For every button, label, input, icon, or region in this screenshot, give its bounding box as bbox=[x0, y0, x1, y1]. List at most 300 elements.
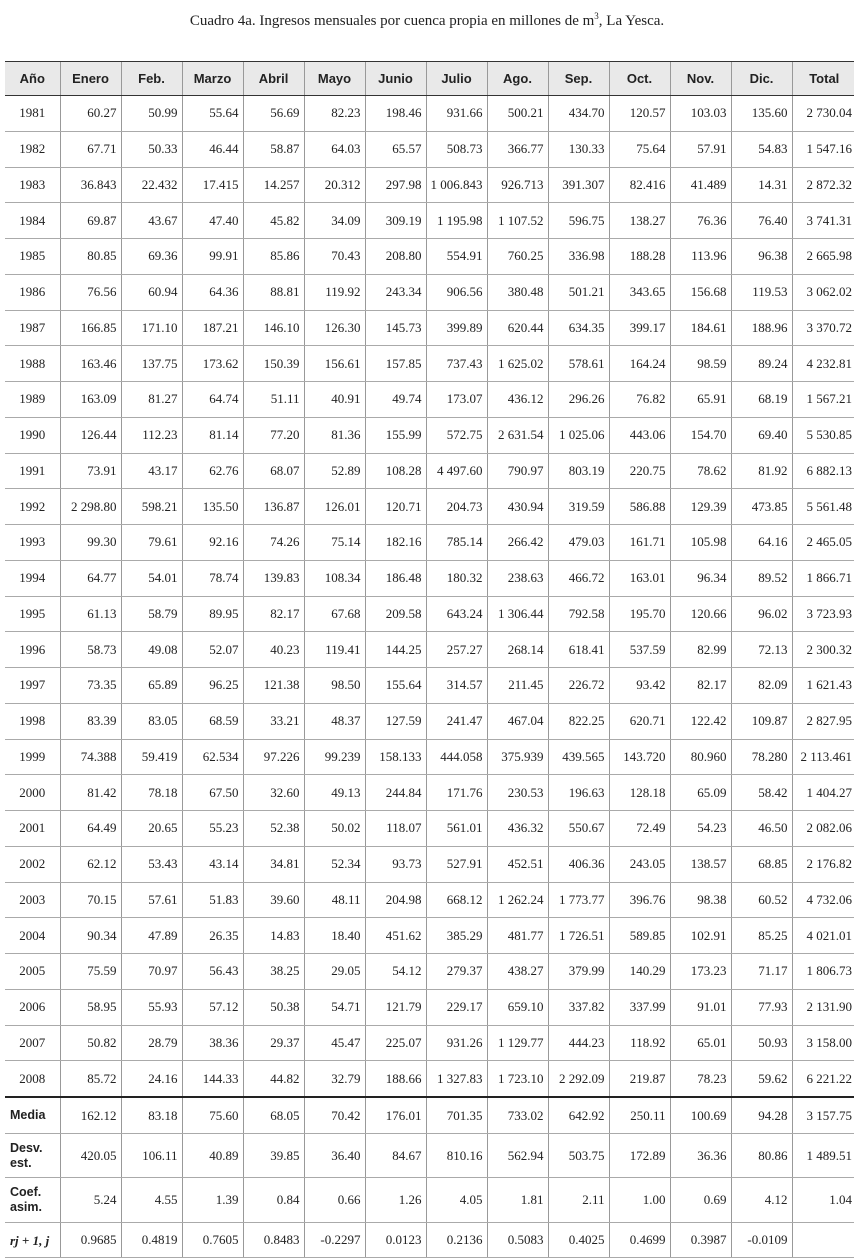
value-cell: 155.99 bbox=[365, 417, 426, 453]
year-cell: 1996 bbox=[5, 632, 60, 668]
value-cell: 68.07 bbox=[243, 453, 304, 489]
year-cell: 2000 bbox=[5, 775, 60, 811]
value-cell: 438.27 bbox=[487, 954, 548, 990]
table-row bbox=[5, 989, 854, 1025]
stats-value: 0.69 bbox=[670, 1178, 731, 1223]
value-cell: 527.91 bbox=[426, 846, 487, 882]
stats-value: 94.28 bbox=[731, 1097, 792, 1134]
value-cell: 24.16 bbox=[121, 1061, 182, 1097]
value-cell: 6 221.22 bbox=[792, 1061, 854, 1097]
value-cell: 171.10 bbox=[121, 310, 182, 346]
value-cell: 85.86 bbox=[243, 239, 304, 275]
value-cell: 620.71 bbox=[609, 703, 670, 739]
value-cell: 28.79 bbox=[121, 1025, 182, 1061]
value-cell: 78.18 bbox=[121, 775, 182, 811]
year-cell: 1995 bbox=[5, 596, 60, 632]
value-cell: 126.44 bbox=[60, 417, 121, 453]
value-cell: 243.05 bbox=[609, 846, 670, 882]
value-cell: 143.720 bbox=[609, 739, 670, 775]
value-cell: 80.85 bbox=[60, 239, 121, 275]
value-cell: 138.27 bbox=[609, 203, 670, 239]
value-cell: 1 866.71 bbox=[792, 560, 854, 596]
value-cell: 82.416 bbox=[609, 167, 670, 203]
value-cell: 184.61 bbox=[670, 310, 731, 346]
value-cell: 118.07 bbox=[365, 811, 426, 847]
value-cell: 229.17 bbox=[426, 989, 487, 1025]
value-cell: 52.34 bbox=[304, 846, 365, 882]
stats-value: 0.2136 bbox=[426, 1223, 487, 1258]
value-cell: 266.42 bbox=[487, 525, 548, 561]
table-caption bbox=[0, 13, 854, 30]
value-cell: 81.92 bbox=[731, 453, 792, 489]
value-cell: 50.93 bbox=[731, 1025, 792, 1061]
value-cell: 64.16 bbox=[731, 525, 792, 561]
value-cell: 399.17 bbox=[609, 310, 670, 346]
value-cell: 74.388 bbox=[60, 739, 121, 775]
value-cell: 204.73 bbox=[426, 489, 487, 525]
stats-label-text: Desv. bbox=[10, 1140, 43, 1155]
value-cell: 47.89 bbox=[121, 918, 182, 954]
value-cell: 1 723.10 bbox=[487, 1061, 548, 1097]
value-cell: 54.71 bbox=[304, 989, 365, 1025]
value-cell: 54.23 bbox=[670, 811, 731, 847]
value-cell: 52.38 bbox=[243, 811, 304, 847]
value-cell: 60.94 bbox=[121, 274, 182, 310]
table-row bbox=[5, 382, 854, 418]
value-cell: 43.67 bbox=[121, 203, 182, 239]
value-cell: 161.71 bbox=[609, 525, 670, 561]
value-cell: 2 872.32 bbox=[792, 167, 854, 203]
value-cell: 156.61 bbox=[304, 346, 365, 382]
column-header: Abril bbox=[243, 62, 304, 96]
value-cell: 50.33 bbox=[121, 131, 182, 167]
table-row bbox=[5, 346, 854, 382]
value-cell: 97.226 bbox=[243, 739, 304, 775]
stats-value: 701.35 bbox=[426, 1097, 487, 1134]
value-cell: 5 561.48 bbox=[792, 489, 854, 525]
year-cell: 1991 bbox=[5, 453, 60, 489]
value-cell: 188.28 bbox=[609, 239, 670, 275]
value-cell: 61.13 bbox=[60, 596, 121, 632]
value-cell: 58.79 bbox=[121, 596, 182, 632]
value-cell: 93.42 bbox=[609, 668, 670, 704]
value-cell: 154.70 bbox=[670, 417, 731, 453]
value-cell: 78.280 bbox=[731, 739, 792, 775]
value-cell: 2 292.09 bbox=[548, 1061, 609, 1097]
column-header: Año bbox=[5, 62, 60, 96]
value-cell: 760.25 bbox=[487, 239, 548, 275]
stats-value: 2.11 bbox=[548, 1178, 609, 1223]
value-cell: 155.64 bbox=[365, 668, 426, 704]
stats-label bbox=[5, 1097, 60, 1134]
value-cell: 466.72 bbox=[548, 560, 609, 596]
value-cell: 209.58 bbox=[365, 596, 426, 632]
value-cell: 128.18 bbox=[609, 775, 670, 811]
table-row bbox=[5, 954, 854, 990]
value-cell: 65.09 bbox=[670, 775, 731, 811]
value-cell: 120.66 bbox=[670, 596, 731, 632]
value-cell: 126.01 bbox=[304, 489, 365, 525]
value-cell: 737.43 bbox=[426, 346, 487, 382]
value-cell: 620.44 bbox=[487, 310, 548, 346]
value-cell: 75.64 bbox=[609, 131, 670, 167]
value-cell: 140.29 bbox=[609, 954, 670, 990]
stats-value: 562.94 bbox=[487, 1134, 548, 1178]
value-cell: 554.91 bbox=[426, 239, 487, 275]
value-cell: 2 631.54 bbox=[487, 417, 548, 453]
value-cell: 58.87 bbox=[243, 131, 304, 167]
year-cell: 1987 bbox=[5, 310, 60, 346]
value-cell: 91.01 bbox=[670, 989, 731, 1025]
stats-value: 1.81 bbox=[487, 1178, 548, 1223]
year-cell: 1999 bbox=[5, 739, 60, 775]
value-cell: 74.26 bbox=[243, 525, 304, 561]
value-cell: 67.50 bbox=[182, 775, 243, 811]
value-cell: 75.14 bbox=[304, 525, 365, 561]
stats-row bbox=[5, 1134, 854, 1178]
value-cell: 98.50 bbox=[304, 668, 365, 704]
caption-superscript: 3 bbox=[594, 11, 599, 21]
stats-label-text: est. bbox=[10, 1155, 32, 1170]
stats-value: 36.36 bbox=[670, 1134, 731, 1178]
table-row bbox=[5, 632, 854, 668]
value-cell: 243.34 bbox=[365, 274, 426, 310]
value-cell: 589.85 bbox=[609, 918, 670, 954]
value-cell: 337.99 bbox=[609, 989, 670, 1025]
value-cell: 182.16 bbox=[365, 525, 426, 561]
value-cell: 171.76 bbox=[426, 775, 487, 811]
value-cell: 668.12 bbox=[426, 882, 487, 918]
value-cell: 501.21 bbox=[548, 274, 609, 310]
year-cell: 1990 bbox=[5, 417, 60, 453]
value-cell: 121.79 bbox=[365, 989, 426, 1025]
stats-value: 4.55 bbox=[121, 1178, 182, 1223]
stats-row bbox=[5, 1097, 854, 1134]
value-cell: 59.419 bbox=[121, 739, 182, 775]
column-header: Total bbox=[792, 62, 854, 96]
value-cell: 64.03 bbox=[304, 131, 365, 167]
value-cell: 50.38 bbox=[243, 989, 304, 1025]
value-cell: 144.25 bbox=[365, 632, 426, 668]
value-cell: 55.64 bbox=[182, 96, 243, 132]
value-cell: 537.59 bbox=[609, 632, 670, 668]
value-cell: 48.37 bbox=[304, 703, 365, 739]
value-cell: 319.59 bbox=[548, 489, 609, 525]
column-header: Julio bbox=[426, 62, 487, 96]
value-cell: 138.57 bbox=[670, 846, 731, 882]
value-cell: 196.63 bbox=[548, 775, 609, 811]
value-cell: 309.19 bbox=[365, 203, 426, 239]
table-row bbox=[5, 489, 854, 525]
stats-value: 503.75 bbox=[548, 1134, 609, 1178]
table-row bbox=[5, 882, 854, 918]
value-cell: 1 726.51 bbox=[548, 918, 609, 954]
value-cell: 68.59 bbox=[182, 703, 243, 739]
value-cell: 64.36 bbox=[182, 274, 243, 310]
value-cell: 64.77 bbox=[60, 560, 121, 596]
value-cell: 188.66 bbox=[365, 1061, 426, 1097]
value-cell: 60.27 bbox=[60, 96, 121, 132]
value-cell: 39.60 bbox=[243, 882, 304, 918]
value-cell: 120.57 bbox=[609, 96, 670, 132]
stats-value: 80.86 bbox=[731, 1134, 792, 1178]
value-cell: 102.91 bbox=[670, 918, 731, 954]
value-cell: 1 025.06 bbox=[548, 417, 609, 453]
column-header: Junio bbox=[365, 62, 426, 96]
value-cell: 2 298.80 bbox=[60, 489, 121, 525]
value-cell: 22.432 bbox=[121, 167, 182, 203]
value-cell: 32.60 bbox=[243, 775, 304, 811]
value-cell: 77.93 bbox=[731, 989, 792, 1025]
value-cell: 396.76 bbox=[609, 882, 670, 918]
value-cell: 366.77 bbox=[487, 131, 548, 167]
table-row bbox=[5, 596, 854, 632]
value-cell: 65.01 bbox=[670, 1025, 731, 1061]
value-cell: 50.02 bbox=[304, 811, 365, 847]
value-cell: 77.20 bbox=[243, 417, 304, 453]
stats-value: 39.85 bbox=[243, 1134, 304, 1178]
value-cell: 83.39 bbox=[60, 703, 121, 739]
value-cell: 129.39 bbox=[670, 489, 731, 525]
value-cell: 55.93 bbox=[121, 989, 182, 1025]
column-header: Dic. bbox=[731, 62, 792, 96]
value-cell: 72.49 bbox=[609, 811, 670, 847]
year-cell: 1989 bbox=[5, 382, 60, 418]
value-cell: 443.06 bbox=[609, 417, 670, 453]
value-cell: 1 129.77 bbox=[487, 1025, 548, 1061]
value-cell: 80.960 bbox=[670, 739, 731, 775]
value-cell: 122.42 bbox=[670, 703, 731, 739]
value-cell: 96.02 bbox=[731, 596, 792, 632]
value-cell: 57.12 bbox=[182, 989, 243, 1025]
year-cell: 1997 bbox=[5, 668, 60, 704]
value-cell: 18.40 bbox=[304, 918, 365, 954]
value-cell: 3 723.93 bbox=[792, 596, 854, 632]
table-row bbox=[5, 703, 854, 739]
value-cell: 70.97 bbox=[121, 954, 182, 990]
stats-value: 106.11 bbox=[121, 1134, 182, 1178]
value-cell: 208.80 bbox=[365, 239, 426, 275]
stats-value: 733.02 bbox=[487, 1097, 548, 1134]
stats-value: -0.2297 bbox=[304, 1223, 365, 1258]
value-cell: 598.21 bbox=[121, 489, 182, 525]
value-cell: 73.91 bbox=[60, 453, 121, 489]
value-cell: 343.65 bbox=[609, 274, 670, 310]
value-cell: 220.75 bbox=[609, 453, 670, 489]
year-cell: 2001 bbox=[5, 811, 60, 847]
value-cell: 444.23 bbox=[548, 1025, 609, 1061]
value-cell: 127.59 bbox=[365, 703, 426, 739]
value-cell: 785.14 bbox=[426, 525, 487, 561]
stats-value: 810.16 bbox=[426, 1134, 487, 1178]
value-cell: 1 262.24 bbox=[487, 882, 548, 918]
year-cell: 1984 bbox=[5, 203, 60, 239]
value-cell: 62.76 bbox=[182, 453, 243, 489]
value-cell: 54.12 bbox=[365, 954, 426, 990]
value-cell: 4 497.60 bbox=[426, 453, 487, 489]
table-body bbox=[5, 96, 854, 1098]
caption-text: Cuadro 4a. Ingresos mensuales por cuenca propia en millones de m bbox=[189, 13, 595, 29]
value-cell: 135.60 bbox=[731, 96, 792, 132]
value-cell: 238.63 bbox=[487, 560, 548, 596]
value-cell: 1 547.16 bbox=[792, 131, 854, 167]
year-cell: 2008 bbox=[5, 1061, 60, 1097]
value-cell: 379.99 bbox=[548, 954, 609, 990]
value-cell: 32.79 bbox=[304, 1061, 365, 1097]
value-cell: 1 006.843 bbox=[426, 167, 487, 203]
value-cell: 135.50 bbox=[182, 489, 243, 525]
value-cell: 219.87 bbox=[609, 1061, 670, 1097]
value-cell: 1 107.52 bbox=[487, 203, 548, 239]
value-cell: 121.38 bbox=[243, 668, 304, 704]
value-cell: 297.98 bbox=[365, 167, 426, 203]
value-cell: 451.62 bbox=[365, 918, 426, 954]
value-cell: 14.83 bbox=[243, 918, 304, 954]
value-cell: 120.71 bbox=[365, 489, 426, 525]
value-cell: 68.19 bbox=[731, 382, 792, 418]
value-cell: 572.75 bbox=[426, 417, 487, 453]
value-cell: 3 062.02 bbox=[792, 274, 854, 310]
value-cell: 225.07 bbox=[365, 1025, 426, 1061]
caption-suffix: , La Yesca. bbox=[598, 13, 665, 29]
value-cell: 436.32 bbox=[487, 811, 548, 847]
value-cell: 65.57 bbox=[365, 131, 426, 167]
value-cell: 41.489 bbox=[670, 167, 731, 203]
value-cell: 44.82 bbox=[243, 1061, 304, 1097]
stats-value: -0.0109 bbox=[731, 1223, 792, 1258]
value-cell: 166.85 bbox=[60, 310, 121, 346]
value-cell: 2 665.98 bbox=[792, 239, 854, 275]
value-cell: 145.73 bbox=[365, 310, 426, 346]
value-cell: 55.23 bbox=[182, 811, 243, 847]
value-cell: 51.83 bbox=[182, 882, 243, 918]
year-cell: 1983 bbox=[5, 167, 60, 203]
value-cell: 119.53 bbox=[731, 274, 792, 310]
value-cell: 62.12 bbox=[60, 846, 121, 882]
value-cell: 62.534 bbox=[182, 739, 243, 775]
value-cell: 1 773.77 bbox=[548, 882, 609, 918]
column-header: Feb. bbox=[121, 62, 182, 96]
value-cell: 790.97 bbox=[487, 453, 548, 489]
stats-value: 172.89 bbox=[609, 1134, 670, 1178]
stats-value: 0.66 bbox=[304, 1178, 365, 1223]
year-cell: 1982 bbox=[5, 131, 60, 167]
year-cell: 2005 bbox=[5, 954, 60, 990]
monthly-inflow-table bbox=[5, 61, 854, 1258]
value-cell: 906.56 bbox=[426, 274, 487, 310]
value-cell: 173.23 bbox=[670, 954, 731, 990]
value-cell: 78.74 bbox=[182, 560, 243, 596]
value-cell: 126.30 bbox=[304, 310, 365, 346]
value-cell: 82.99 bbox=[670, 632, 731, 668]
stats-label-text: asim. bbox=[10, 1200, 42, 1214]
value-cell: 187.21 bbox=[182, 310, 243, 346]
value-cell: 586.88 bbox=[609, 489, 670, 525]
year-cell: 1994 bbox=[5, 560, 60, 596]
stats-value: 1 489.51 bbox=[792, 1134, 854, 1178]
stats-value: 162.12 bbox=[60, 1097, 121, 1134]
value-cell: 163.46 bbox=[60, 346, 121, 382]
value-cell: 38.36 bbox=[182, 1025, 243, 1061]
stats-label bbox=[5, 1223, 60, 1258]
value-cell: 444.058 bbox=[426, 739, 487, 775]
value-cell: 81.42 bbox=[60, 775, 121, 811]
stats-value: 0.4819 bbox=[121, 1223, 182, 1258]
value-cell: 2 082.06 bbox=[792, 811, 854, 847]
value-cell: 406.36 bbox=[548, 846, 609, 882]
value-cell: 467.04 bbox=[487, 703, 548, 739]
value-cell: 17.415 bbox=[182, 167, 243, 203]
value-cell: 20.65 bbox=[121, 811, 182, 847]
stats-label bbox=[5, 1134, 60, 1178]
value-cell: 33.21 bbox=[243, 703, 304, 739]
value-cell: 76.56 bbox=[60, 274, 121, 310]
value-cell: 634.35 bbox=[548, 310, 609, 346]
stats-label-text: Coef. bbox=[10, 1185, 42, 1199]
value-cell: 296.26 bbox=[548, 382, 609, 418]
year-cell: 1998 bbox=[5, 703, 60, 739]
value-cell: 67.71 bbox=[60, 131, 121, 167]
stats-value: 0.7605 bbox=[182, 1223, 243, 1258]
table-row bbox=[5, 525, 854, 561]
value-cell: 89.24 bbox=[731, 346, 792, 382]
table-row bbox=[5, 239, 854, 275]
value-cell: 67.68 bbox=[304, 596, 365, 632]
value-cell: 34.81 bbox=[243, 846, 304, 882]
value-cell: 76.40 bbox=[731, 203, 792, 239]
table-stats bbox=[5, 1097, 854, 1258]
value-cell: 64.74 bbox=[182, 382, 243, 418]
column-header: Mayo bbox=[304, 62, 365, 96]
value-cell: 49.74 bbox=[365, 382, 426, 418]
stats-value: 4.12 bbox=[731, 1178, 792, 1223]
stats-value: 420.05 bbox=[60, 1134, 121, 1178]
value-cell: 98.38 bbox=[670, 882, 731, 918]
value-cell: 3 741.31 bbox=[792, 203, 854, 239]
value-cell: 83.05 bbox=[121, 703, 182, 739]
stats-value: 100.69 bbox=[670, 1097, 731, 1134]
column-header: Enero bbox=[60, 62, 121, 96]
stats-value: 75.60 bbox=[182, 1097, 243, 1134]
value-cell: 3 370.72 bbox=[792, 310, 854, 346]
value-cell: 163.01 bbox=[609, 560, 670, 596]
stats-value: 1.00 bbox=[609, 1178, 670, 1223]
column-header: Oct. bbox=[609, 62, 670, 96]
value-cell: 78.62 bbox=[670, 453, 731, 489]
value-cell: 659.10 bbox=[487, 989, 548, 1025]
value-cell: 76.82 bbox=[609, 382, 670, 418]
value-cell: 46.44 bbox=[182, 131, 243, 167]
value-cell: 6 882.13 bbox=[792, 453, 854, 489]
value-cell: 268.14 bbox=[487, 632, 548, 668]
value-cell: 82.17 bbox=[243, 596, 304, 632]
value-cell: 434.70 bbox=[548, 96, 609, 132]
value-cell: 47.40 bbox=[182, 203, 243, 239]
value-cell: 375.939 bbox=[487, 739, 548, 775]
value-cell: 69.36 bbox=[121, 239, 182, 275]
value-cell: 56.43 bbox=[182, 954, 243, 990]
value-cell: 561.01 bbox=[426, 811, 487, 847]
value-cell: 65.89 bbox=[121, 668, 182, 704]
table-row bbox=[5, 96, 854, 132]
table-row bbox=[5, 918, 854, 954]
value-cell: 93.73 bbox=[365, 846, 426, 882]
stats-value: 0.4025 bbox=[548, 1223, 609, 1258]
table-row bbox=[5, 131, 854, 167]
value-cell: 2 465.05 bbox=[792, 525, 854, 561]
table-row bbox=[5, 811, 854, 847]
value-cell: 180.32 bbox=[426, 560, 487, 596]
